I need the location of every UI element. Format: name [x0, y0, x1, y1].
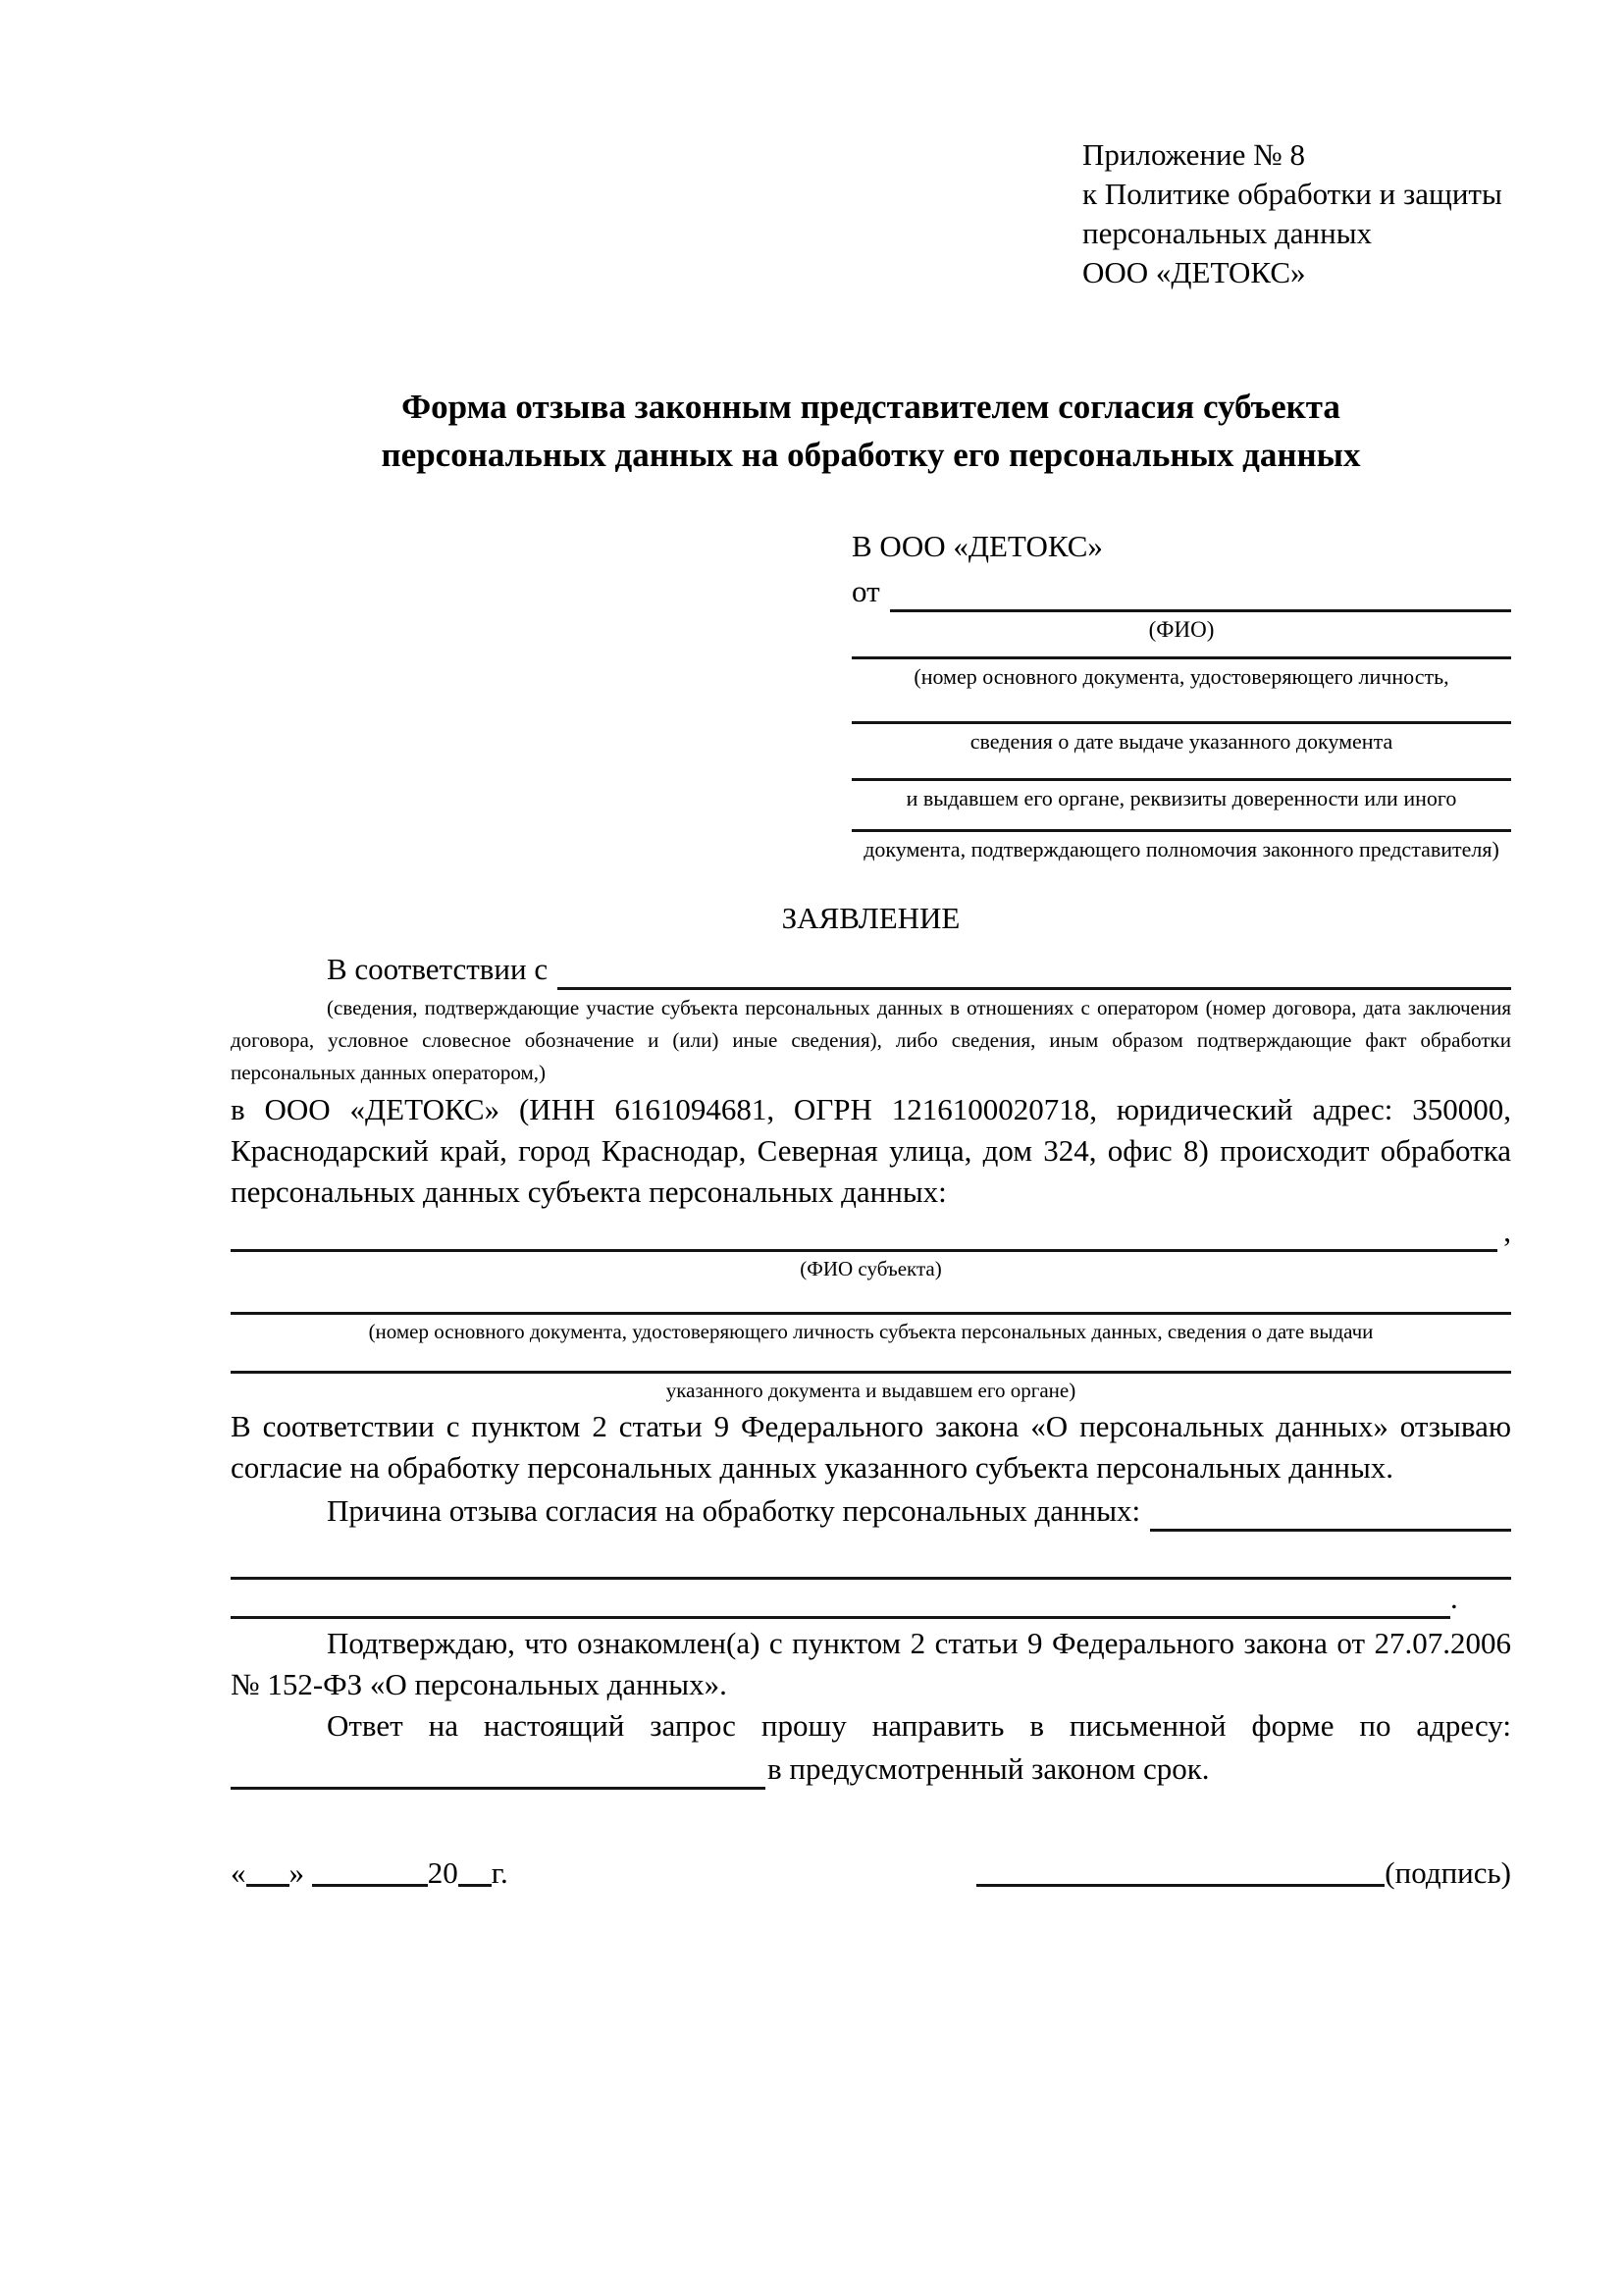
from-label: от — [852, 574, 880, 608]
title-line-1: Форма отзыва законным представителем согласия субъекта — [401, 388, 1340, 426]
signature-caption: (подпись) — [1385, 1855, 1511, 1890]
reason-row — [231, 1488, 1511, 1532]
authority-doc-blank-line — [852, 813, 1511, 832]
date-year-suffix: г. — [491, 1855, 508, 1890]
footer-row — [231, 1852, 1511, 1894]
date-year-blank — [458, 1852, 492, 1887]
from-row — [852, 567, 1511, 612]
subject-fio-tail: , — [1503, 1214, 1511, 1248]
reason-blank-line-2 — [231, 1532, 1511, 1580]
date-day-blank — [246, 1852, 289, 1887]
subject-doc-caption-1: (номер основного документа, удостоверяющего личность субъекта персональных данных, сведения о дате выдачи — [368, 1320, 1374, 1343]
issue-date-caption: сведения о дате выдаче указанного документа — [969, 729, 1393, 754]
operator-paragraph: в ООО «ДЕТОКС» (ИНН 6161094681, ОГРН 1216100020718, юридический адрес: 350000, Краснодарский край, город Краснодар, Северная улица, дом 324, офис 8) происходит обработка персональных данных субъекта персональных данных: — [231, 1092, 1511, 1209]
appendix-header — [1082, 135, 1511, 292]
reply-suffix: в предусмотренный законом срок. — [767, 1751, 1210, 1786]
date-year-prefix: 20 — [427, 1855, 458, 1890]
fio-blank-line — [890, 609, 1511, 612]
intro-blank-line — [557, 987, 1511, 990]
issuer-blank-line — [852, 757, 1511, 781]
signature-field — [976, 1852, 1511, 1894]
reply-address-blank-line — [231, 1744, 765, 1790]
addressee-to: В ООО «ДЕТОКС» — [852, 529, 1103, 563]
date-month-blank — [312, 1852, 428, 1887]
doc-number-blank-line — [852, 645, 1511, 659]
title-line-2: персональных данных на обработку его персональных данных — [381, 436, 1361, 474]
reason-blank-row-3 — [231, 1580, 1511, 1619]
reply-prefix-line: Ответ на настоящий запрос прошу направить в письменной форме по адресу: — [327, 1708, 1511, 1743]
fio-caption: (ФИО) — [1148, 617, 1215, 642]
authority-doc-caption: документа, подтверждающего полномочия законного представителя) — [864, 837, 1499, 861]
addressee-block — [852, 526, 1511, 864]
subject-fio-caption: (ФИО субъекта) — [800, 1257, 942, 1280]
date-quote-close: » — [288, 1855, 304, 1890]
document-title — [231, 383, 1511, 479]
reply-address-row — [231, 1747, 1511, 1790]
subject-doc-blank-line-1 — [231, 1284, 1511, 1315]
appendix-line: ООО «ДЕТОКС» — [1082, 255, 1306, 289]
doc-number-caption: (номер основного документа, удостоверяющего личность, — [914, 664, 1449, 689]
intro-caption: (сведения, подтверждающие участие субъекта персональных данных в отношениях с оператором (номер договора, дата заключения договора, условное словесное обозначение и (или) иные сведения), либо сведения, иным образом подтверждающие факт обработки персональных данных оператором,) — [231, 996, 1511, 1084]
statement-heading: ЗАЯВЛЕНИЕ — [781, 901, 961, 935]
intro-prefix: В соответствии с — [327, 952, 549, 986]
date-field — [231, 1852, 508, 1894]
subject-doc-caption-2: указанного документа и выдавшем его органе) — [665, 1379, 1076, 1402]
appendix-line: персональных данных — [1082, 216, 1373, 250]
appendix-line: Приложение № 8 — [1082, 137, 1305, 172]
subject-fio-blank-line — [231, 1249, 1497, 1252]
reason-tail-period: . — [1450, 1581, 1458, 1615]
issue-date-blank-line — [852, 692, 1511, 724]
intro-row — [231, 947, 1511, 990]
reason-blank-line-3 — [231, 1577, 1450, 1619]
issuer-caption: и выдавшем его органе, реквизиты доверенности или иного — [906, 786, 1457, 810]
withdraw-paragraph: В соответствии с пунктом 2 статьи 9 Федерального закона «О персональных данных» отзываю согласие на обработку персональных данных указанного субъекта персональных данных. — [231, 1409, 1511, 1485]
subject-fio-row — [231, 1213, 1511, 1252]
reason-blank-line — [1150, 1529, 1511, 1532]
confirm-paragraph: Подтверждаю, что ознакомлен(а) с пунктом 2 статьи 9 Федерального закона от 27.07.2006 № 152-ФЗ «О персональных данных». — [231, 1626, 1511, 1701]
subject-doc-blank-line-2 — [231, 1347, 1511, 1374]
signature-blank-line — [976, 1852, 1385, 1887]
appendix-line: к Политике обработки и защиты — [1082, 177, 1502, 211]
date-quote-open: « — [231, 1855, 246, 1890]
reason-prefix: Причина отзыва согласия на обработку персональных данных: — [327, 1493, 1141, 1528]
